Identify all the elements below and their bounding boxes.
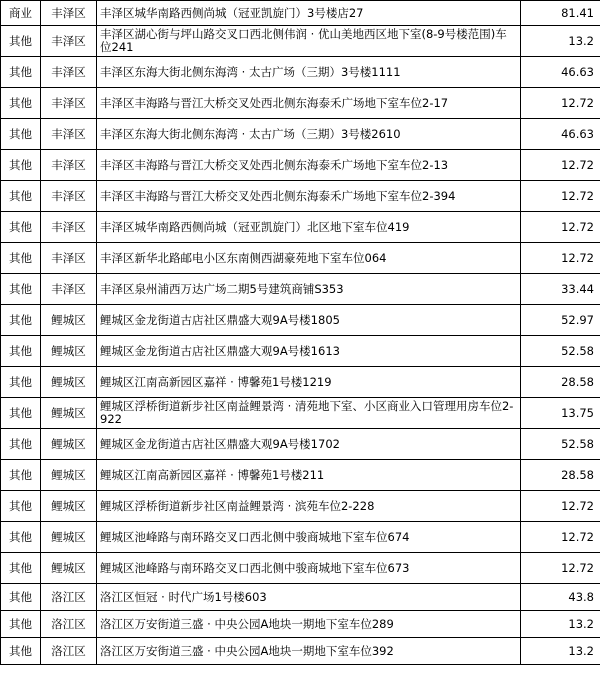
area-cell: 13.2 (521, 638, 600, 665)
district-cell: 鲤城区 (41, 491, 97, 522)
district-cell: 丰泽区 (41, 150, 97, 181)
property-type-cell: 其他 (1, 26, 41, 57)
area-cell: 46.63 (521, 119, 600, 150)
district-cell: 丰泽区 (41, 26, 97, 57)
address-cell: 洛江区万安街道三盛 · 中央公园A地块一期地下室车位289 (97, 611, 521, 638)
table-row (1, 429, 600, 460)
area-cell: 81.41 (521, 1, 600, 26)
district-cell: 丰泽区 (41, 243, 97, 274)
table-row (1, 212, 600, 243)
address-cell: 丰泽区新华北路邮电小区东南侧西湖豪苑地下室车位064 (97, 243, 521, 274)
area-cell: 12.72 (521, 491, 600, 522)
address-cell: 鲤城区浮桥街道新步社区南益鲤景湾 · 滨苑车位2-228 (97, 491, 521, 522)
property-type-cell: 其他 (1, 584, 41, 611)
address-cell: 鲤城区金龙街道古店社区鼎盛大观9A号楼1613 (97, 336, 521, 367)
address-cell: 鲤城区池峰路与南环路交叉口西北侧中骏商城地下室车位674 (97, 522, 521, 553)
address-cell: 丰泽区泉州浦西万达广场二期5号建筑商铺S353 (97, 274, 521, 305)
table-row (1, 243, 600, 274)
table-row (1, 491, 600, 522)
table-row (1, 1, 600, 26)
table-row (1, 611, 600, 638)
district-cell: 丰泽区 (41, 181, 97, 212)
property-type-cell: 其他 (1, 336, 41, 367)
district-cell: 丰泽区 (41, 212, 97, 243)
address-cell: 洛江区恒冠 · 时代广场1号楼603 (97, 584, 521, 611)
property-type-cell: 其他 (1, 367, 41, 398)
district-cell: 鲤城区 (41, 553, 97, 584)
district-cell: 鲤城区 (41, 460, 97, 491)
property-type-cell: 其他 (1, 274, 41, 305)
district-cell: 丰泽区 (41, 274, 97, 305)
property-type-cell: 其他 (1, 212, 41, 243)
property-type-cell: 其他 (1, 553, 41, 584)
district-cell: 丰泽区 (41, 57, 97, 88)
property-type-cell: 其他 (1, 57, 41, 88)
area-cell: 46.63 (521, 57, 600, 88)
district-cell: 鲤城区 (41, 522, 97, 553)
address-cell: 鲤城区金龙街道古店社区鼎盛大观9A号楼1702 (97, 429, 521, 460)
address-cell: 洛江区万安街道三盛 · 中央公园A地块一期地下室车位392 (97, 638, 521, 665)
table-row (1, 119, 600, 150)
address-cell: 丰泽区丰海路与晋江大桥交叉处西北侧东海泰禾广场地下室车位2-13 (97, 150, 521, 181)
district-cell: 丰泽区 (41, 88, 97, 119)
address-cell: 丰泽区东海大街北侧东海湾 · 太古广场（三期）3号楼2610 (97, 119, 521, 150)
area-cell: 52.97 (521, 305, 600, 336)
district-cell: 鲤城区 (41, 305, 97, 336)
area-cell: 52.58 (521, 429, 600, 460)
district-cell: 鲤城区 (41, 429, 97, 460)
address-cell: 鲤城区金龙街道古店社区鼎盛大观9A号楼1805 (97, 305, 521, 336)
property-type-cell: 其他 (1, 150, 41, 181)
property-type-cell: 其他 (1, 429, 41, 460)
table-row (1, 305, 600, 336)
address-cell: 鲤城区浮桥街道新步社区南益鲤景湾 · 清苑地下室、小区商业入口管理用房车位2-922 (97, 398, 521, 429)
area-cell: 13.2 (521, 611, 600, 638)
address-cell: 鲤城区江南高新园区嘉祥 · 博馨苑1号楼211 (97, 460, 521, 491)
table-row (1, 150, 600, 181)
table-body (1, 1, 600, 665)
area-cell: 28.58 (521, 460, 600, 491)
address-cell: 丰泽区城华南路西侧尚城（冠亚凯旋门）北区地下室车位419 (97, 212, 521, 243)
area-cell: 13.75 (521, 398, 600, 429)
area-cell: 33.44 (521, 274, 600, 305)
property-type-cell: 其他 (1, 611, 41, 638)
district-cell: 洛江区 (41, 638, 97, 665)
table-row (1, 584, 600, 611)
district-cell: 洛江区 (41, 611, 97, 638)
address-cell: 丰泽区丰海路与晋江大桥交叉处西北侧东海泰禾广场地下室车位2-394 (97, 181, 521, 212)
property-type-cell: 其他 (1, 305, 41, 336)
table-row (1, 88, 600, 119)
table-row (1, 274, 600, 305)
table-row (1, 336, 600, 367)
table-row (1, 398, 600, 429)
property-type-cell: 其他 (1, 522, 41, 553)
district-cell: 丰泽区 (41, 1, 97, 26)
property-type-cell: 其他 (1, 460, 41, 491)
address-cell: 丰泽区丰海路与晋江大桥交叉处西北侧东海泰禾广场地下室车位2-17 (97, 88, 521, 119)
table-row (1, 26, 600, 57)
table-row (1, 57, 600, 88)
table-row (1, 460, 600, 491)
address-cell: 丰泽区湖心街与坪山路交叉口西北侧伟润 · 优山美地西区地下室(8-9号楼范围)车位241 (97, 26, 521, 57)
area-cell: 43.8 (521, 584, 600, 611)
property-type-cell: 商业 (1, 1, 41, 26)
property-type-cell: 其他 (1, 88, 41, 119)
district-cell: 洛江区 (41, 584, 97, 611)
district-cell: 鲤城区 (41, 367, 97, 398)
table-row (1, 638, 600, 665)
area-cell: 12.72 (521, 212, 600, 243)
table-row (1, 181, 600, 212)
area-cell: 52.58 (521, 336, 600, 367)
area-cell: 12.72 (521, 181, 600, 212)
property-type-cell: 其他 (1, 119, 41, 150)
table-row (1, 522, 600, 553)
area-cell: 12.72 (521, 553, 600, 584)
address-cell: 丰泽区东海大街北侧东海湾 · 太古广场（三期）3号楼1111 (97, 57, 521, 88)
area-cell: 28.58 (521, 367, 600, 398)
property-type-cell: 其他 (1, 638, 41, 665)
area-cell: 12.72 (521, 150, 600, 181)
address-cell: 鲤城区江南高新园区嘉祥 · 博馨苑1号楼1219 (97, 367, 521, 398)
area-cell: 12.72 (521, 522, 600, 553)
property-type-cell: 其他 (1, 181, 41, 212)
property-type-cell: 其他 (1, 491, 41, 522)
area-cell: 12.72 (521, 88, 600, 119)
district-cell: 鲤城区 (41, 336, 97, 367)
district-cell: 鲤城区 (41, 398, 97, 429)
property-type-cell: 其他 (1, 243, 41, 274)
table-row (1, 553, 600, 584)
area-cell: 13.2 (521, 26, 600, 57)
address-cell: 鲤城区池峰路与南环路交叉口西北侧中骏商城地下室车位673 (97, 553, 521, 584)
property-type-cell: 其他 (1, 398, 41, 429)
district-cell: 丰泽区 (41, 119, 97, 150)
table-row (1, 367, 600, 398)
address-cell: 丰泽区城华南路西侧尚城（冠亚凯旋门）3号楼店27 (97, 1, 521, 26)
area-cell: 12.72 (521, 243, 600, 274)
